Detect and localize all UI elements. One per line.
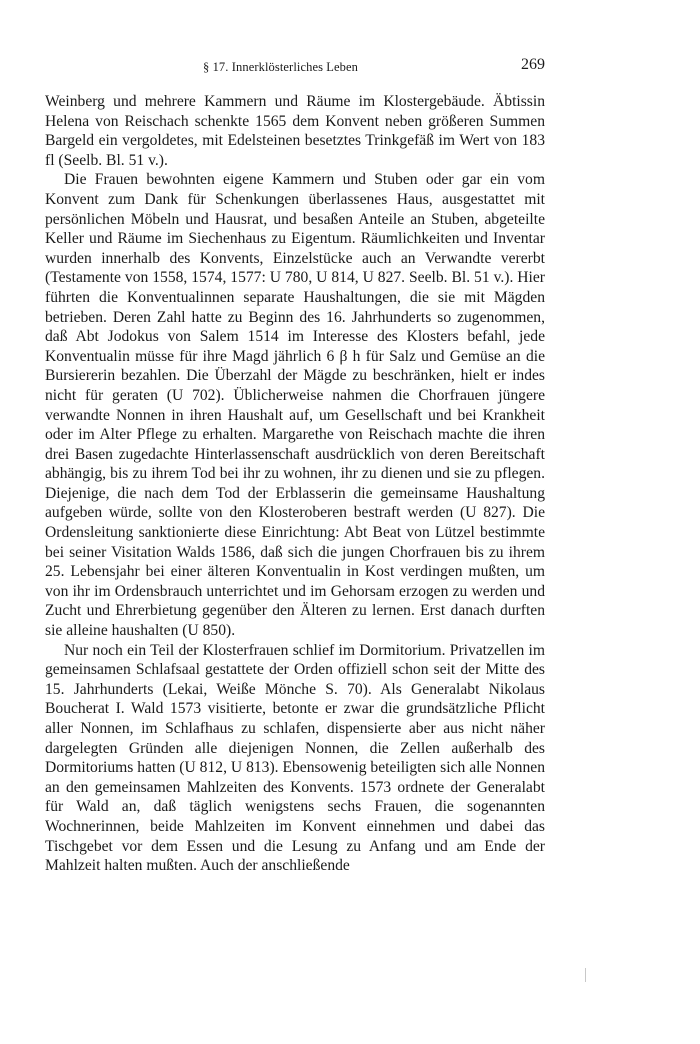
paragraph-1: Weinberg und mehrere Kammern und Räume im Klostergebäude. Äbtissin Helena von Reischach schenkte 1565 dem Konvent neben größeren Summen Bargeld ein vergoldetes, mit Edelsteinen besetztes Trinkgefäß im Wert von 183 fl (Seelb. Bl. 51 v.).: [45, 93, 545, 169]
paragraph-3: Nur noch ein Teil der Klosterfrauen schlief im Dormitorium. Privatzellen im gemeinsamen Schlafsaal gestattete der Orden offiziell schon seit der Mitte des 15. Jahrhunderts (Lekai, Weiße Mönche S. 70). Als Generalabt Nikolaus Boucherat I. Wald 1573 visitierte, betonte er zwar die grundsätzliche Pflicht aller Nonnen, im Schlafhaus zu schlafen, dispensierte aber aus nicht näher dargelegten Gründen alle diejenigen Nonnen, die Zellen außerhalb des Dormitoriums hatten (U 812, U 813). Ebensowenig beteiligten sich alle Nonnen an den gemeinsamen Mahlzeiten des Konvents. 1573 ordnete der Generalabt für Wald an, daß täglich wenigstens sechs Frauen, die sogenannten Wochnerinnen, beide Mahlzeiten im Konvent einnehmen und dabei das Tischgebet vor dem Essen und die Lesung zu Anfang und am Ende der Mahlzeit halten mußten. Auch der anschließende: [45, 641, 545, 875]
page-number: 269: [521, 56, 545, 73]
margin-mark: [585, 968, 586, 982]
body-text: [45, 92, 545, 876]
page-header: [45, 56, 545, 82]
paragraph-2: Die Frauen bewohnten eigene Kammern und Stuben oder gar ein vom Konvent zum Dank für Schenkungen überlassenes Haus, ausgestattet mit persönlichen Möbeln und Hausrat, und besaßen Anteile an Stuben, abgeteilte Keller und Räume im Siechenhaus zu Eigentum. Räumlichkeiten und Inventar wurden innerhalb des Konvents, Einzelstücke auch an Verwandte vererbt (Testamente von 1558, 1574, 1577: U 780, U 814, U 827. Seelb. Bl. 51 v.). Hier führten die Konventualinnen separate Haushaltungen, die sie mit Mägden betrieben. Deren Zahl hatte zu Beginn des 16. Jahrhunderts so zugenommen, daß Abt Jodokus von Salem 1514 im Interesse des Klosters befahl, jede Konventualin müsse für ihre Magd jährlich 6 β h für Salz und Gemüse an die Bursiererin bezahlen. Die Überzahl der Mägde zu beschränken, hielt er indes nicht für geraten (U 702). Üblicherweise nahmen die Chorfrauen jüngere verwandte Nonnen in ihren Haushalt auf, um Gesellschaft und bei Krankheit oder im Alter Pflege zu erhalten. Margarethe von Reischach machte die ihren drei Basen zugedachte Hinterlassenschaft ausdrücklich von deren Bereitschaft abhängig, bis zu ihrem Tod bei ihr zu wohnen, ihr zu dienen und sie zu pflegen. Diejenige, die nach dem Tod der Erblasserin die gemeinsame Haushaltung aufgeben würde, sollte von den Klosteroberen bestraft werden (U 827). Die Ordensleitung sanktionierte diese Einrichtung: Abt Beat von Lützel bestimmte bei seiner Visitation Walds 1586, daß sich die jungen Chorfrauen bis zu ihrem 25. Lebensjahr bei einer älteren Konventualin in Kost verdingen mußten, um von ihr im Ordensbrauch unterrichtet und im Gehorsam erzogen zu werden und Zucht und Ehrerbietung gegenüber den Älteren zu lernen. Erst danach durften sie alleine haushalten (U 850).: [45, 171, 545, 640]
running-head: § 17. Innerklösterliches Leben: [203, 60, 359, 74]
